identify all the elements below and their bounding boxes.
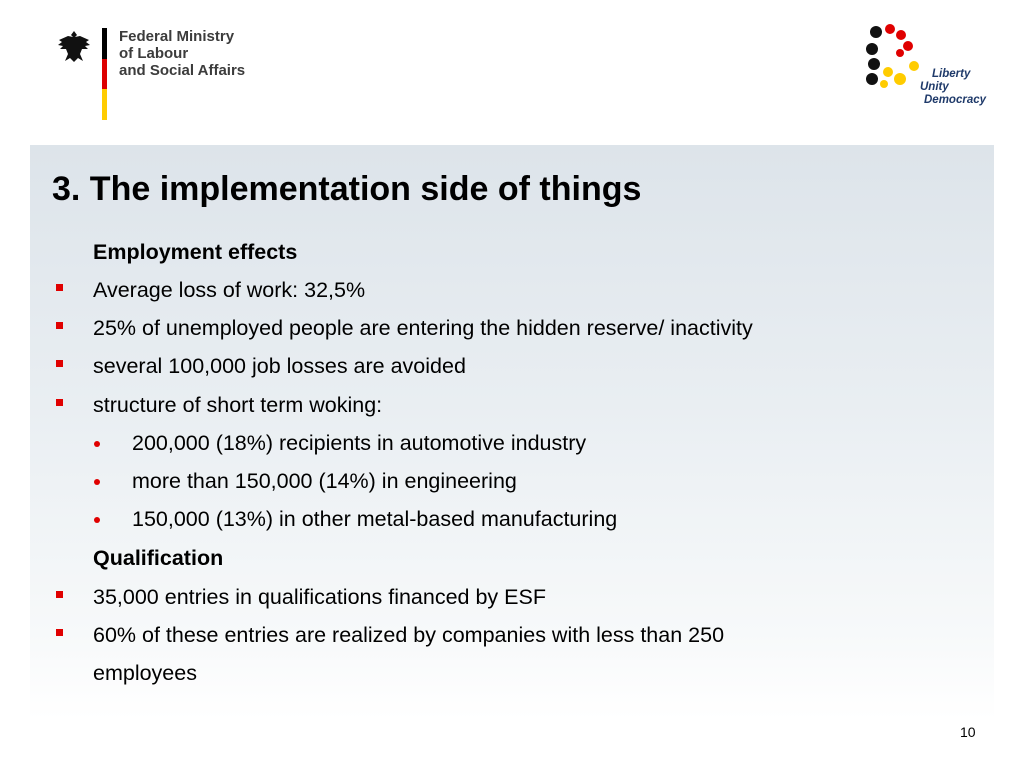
list-item-continuation: employees <box>93 661 197 685</box>
ministry-line-1: Federal Ministry <box>119 28 235 45</box>
list-item: 35,000 entries in qualifications financed by ESF <box>93 585 546 609</box>
list-item: 25% of unemployed people are entering the hidden reserve/ inactivity <box>93 316 753 340</box>
section-heading-employment: Employment effects <box>93 240 298 264</box>
ministry-name <box>119 28 289 79</box>
list-item: several 100,000 job losses are avoided <box>93 354 466 378</box>
square-bullet-icon <box>56 284 63 291</box>
sub-list-item: 150,000 (13%) in other metal-based manufacturing <box>132 507 618 531</box>
partner-logo-text <box>920 68 986 107</box>
square-bullet-icon <box>56 360 63 367</box>
ministry-line-3: and Social Affairs <box>119 62 246 79</box>
list-item: 60% of these entries are realized by companies with less than 250 <box>93 623 725 647</box>
federal-eagle-icon <box>56 28 92 64</box>
round-bullet-icon <box>94 517 100 523</box>
page-number: 10 <box>960 724 976 740</box>
partner-logo-line-1: Liberty <box>932 68 971 80</box>
liberty-unity-democracy-logo <box>862 22 992 114</box>
round-bullet-icon <box>94 479 100 485</box>
section-heading-qualification: Qualification <box>93 546 224 570</box>
list-item: Average loss of work: 32,5% <box>93 278 366 302</box>
partner-logo-line-3: Democracy <box>924 94 987 106</box>
square-bullet-icon <box>56 591 63 598</box>
square-bullet-icon <box>56 399 63 406</box>
square-bullet-icon <box>56 322 63 329</box>
partner-logo-line-2: Unity <box>920 81 949 93</box>
sub-list-item: more than 150,000 (14%) in engineering <box>132 469 517 493</box>
slide-title: 3. The implementation side of things <box>52 170 642 208</box>
sub-list-item: 200,000 (18%) recipients in automotive industry <box>132 431 587 455</box>
list-item: structure of short term woking: <box>93 393 383 417</box>
german-flag-bar <box>102 28 107 120</box>
ministry-line-2: of Labour <box>119 45 189 62</box>
round-bullet-icon <box>94 441 100 447</box>
square-bullet-icon <box>56 629 63 636</box>
